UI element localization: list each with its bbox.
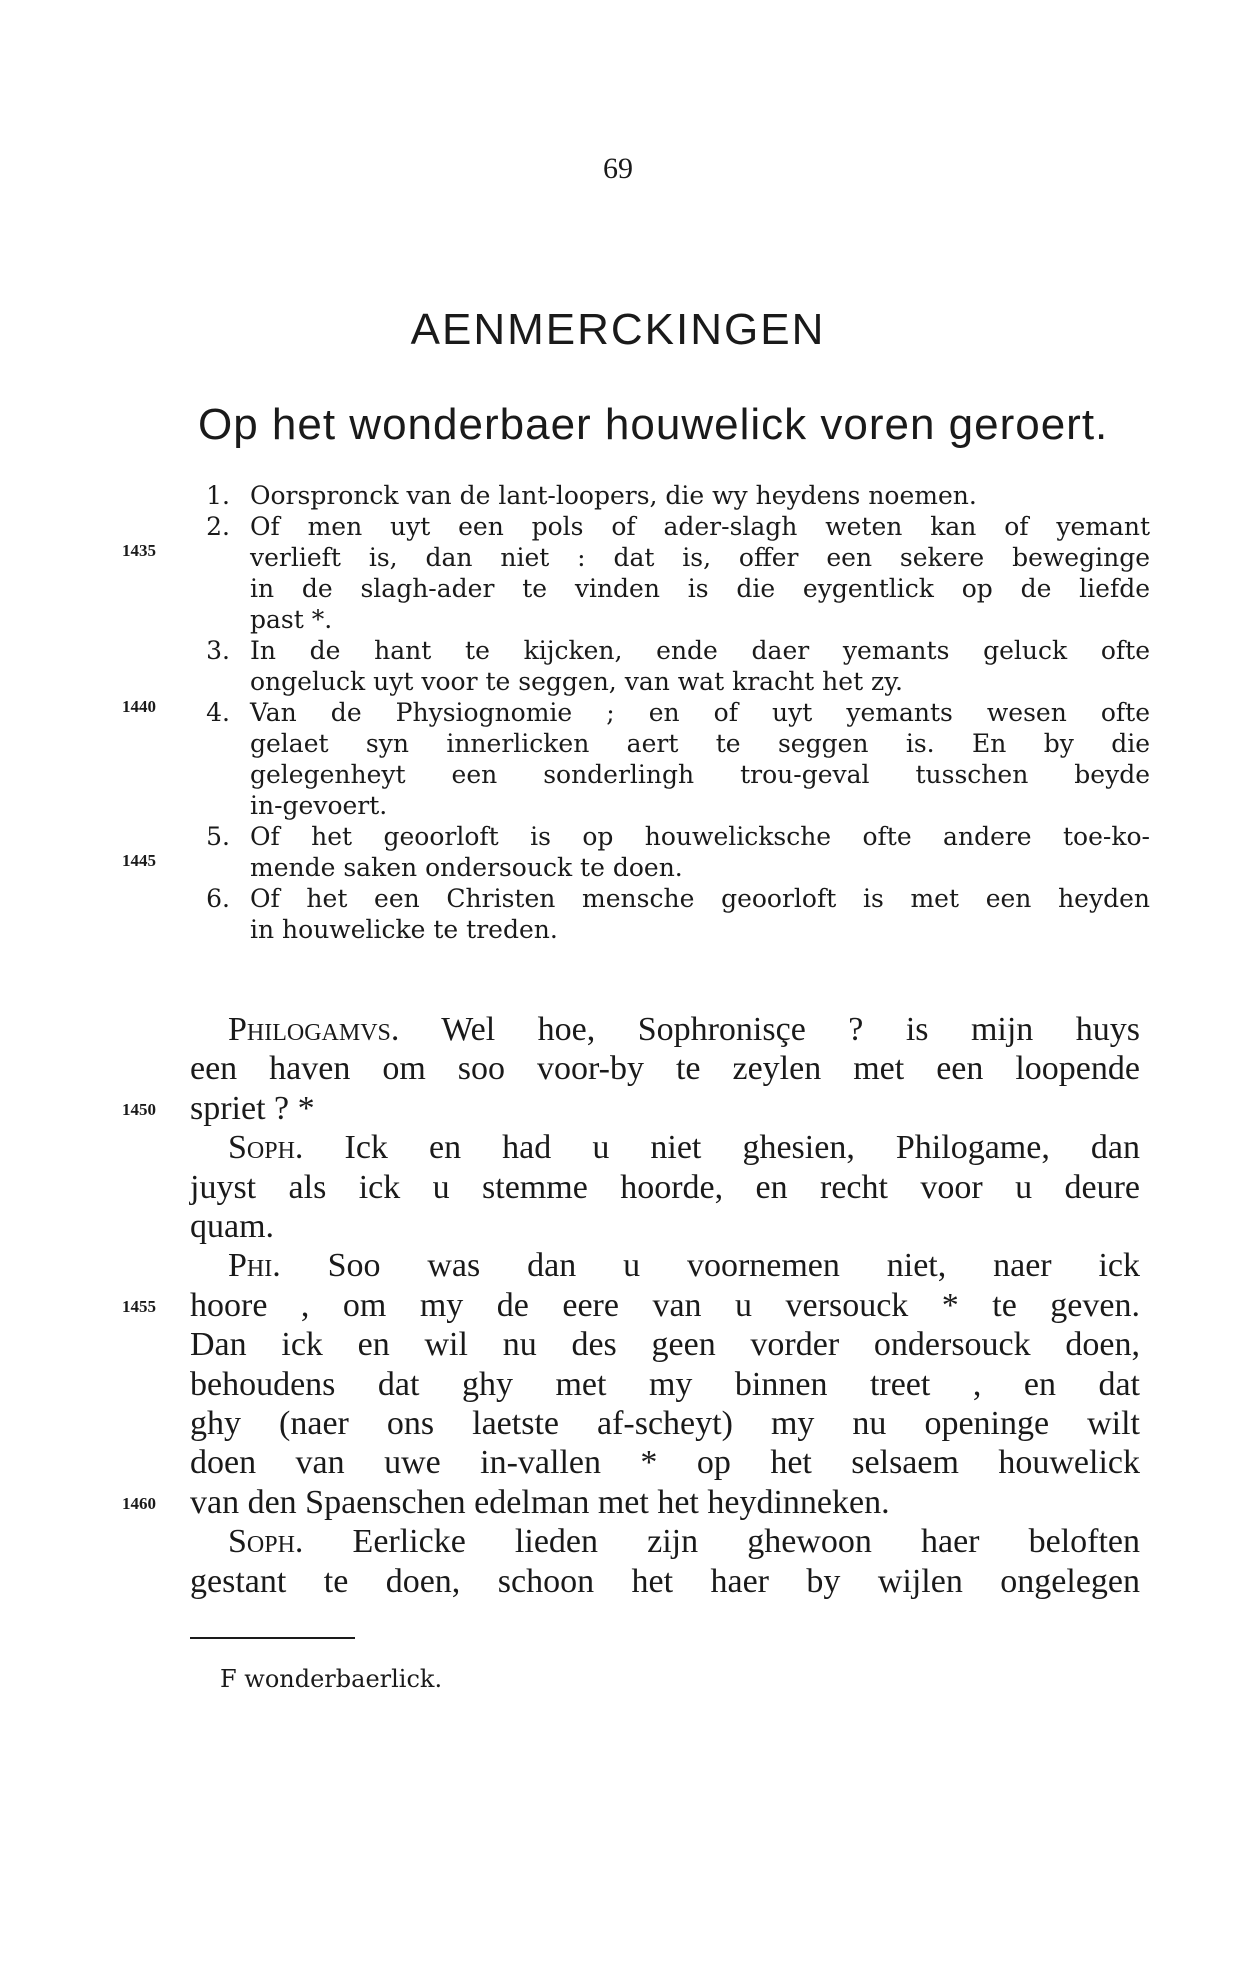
- note-line: Of het geoorloft is op houwelicksche ofte andere toe-ko-: [250, 822, 1150, 851]
- speaker-name: Philogamvs.: [228, 1011, 400, 1048]
- list-item: [190, 697, 1150, 821]
- note-line: in de slagh-ader te vinden is die eygentlick op de liefde: [250, 574, 1150, 603]
- note-line: gelaet syn innerlicken aert te seggen is. En by die: [250, 729, 1150, 758]
- dialogue-line: ghy (naer ons laetste af-scheyt) my nu openinge wilt: [190, 1405, 1140, 1443]
- list-item: [190, 635, 1150, 697]
- note-line: ongeluck uyt voor te seggen, van wat kracht het zy.: [250, 667, 903, 696]
- dialogue-line: [190, 1010, 1140, 1049]
- dialogue-line: [190, 1522, 1140, 1561]
- note-line: verlieft is, dan niet : dat is, offer een sekere beweginge: [250, 543, 1150, 572]
- dialogue-line: behoudens dat ghy met my binnen treet , en dat: [190, 1365, 1140, 1403]
- speaker-name: Soph.: [228, 1129, 304, 1167]
- note-number: 4.: [206, 698, 230, 727]
- note-line: In de hant te kijcken, ende daer yemants geluck ofte: [250, 636, 1150, 665]
- dialogue-text: [190, 1010, 1140, 1601]
- dialogue-line: gestant te doen, schoon het haer by wijlen ongelegen: [190, 1562, 1140, 1600]
- note-line: mende saken ondersouck te doen.: [250, 853, 683, 882]
- list-item: [190, 821, 1150, 883]
- dialogue-line: een haven om soo voor-by te zeylen met een loopende: [190, 1050, 1140, 1088]
- note-number: 6.: [206, 884, 230, 913]
- note-line: Van de Physiognomie ; en of uyt yemants wesen ofte: [250, 698, 1150, 727]
- dialogue-line: Dan ick en wil nu des geen vorder ondersouck doen,: [190, 1326, 1140, 1364]
- margin-line-number: 1455: [122, 1297, 156, 1316]
- dialogue-line: juyst als ick u stemme hoorde, en recht voor u deure: [190, 1168, 1140, 1206]
- speech-text: Soo was dan u voornemen niet, naer ick: [327, 1247, 1141, 1285]
- speaker-name: Soph.: [228, 1523, 304, 1561]
- margin-line-number: 1460: [122, 1494, 156, 1513]
- note-number: 2.: [206, 512, 230, 541]
- speaker-name: Phi.: [228, 1247, 281, 1285]
- notes-list: [190, 480, 1150, 945]
- speech-text: Ick en had u niet ghesien, Philogame, dan: [344, 1129, 1140, 1167]
- dialogue-line: hoore , om my de eere van u versouck * te geven.: [190, 1286, 1140, 1324]
- note-line: in-gevoert.: [250, 791, 388, 820]
- page-number: 69: [603, 152, 633, 185]
- margin-line-number: 1450: [122, 1100, 156, 1119]
- note-number: 5.: [206, 822, 230, 851]
- note-line: gelegenheyt een sonderlingh trou-geval tusschen beyde: [250, 760, 1150, 789]
- margin-line-number: 1435: [122, 541, 156, 560]
- dialogue-line: quam.: [190, 1208, 275, 1246]
- speech-text: Eerlicke lieden zijn ghewoon haer beloften: [352, 1523, 1141, 1561]
- dialogue-line: [190, 1128, 1140, 1167]
- section-subtitle: Op het wonderbaer houwelick voren geroert.: [198, 400, 1109, 449]
- dialogue-line: [190, 1246, 1140, 1285]
- footnote: F wonderbaerlick.: [220, 1665, 443, 1693]
- margin-line-number: 1440: [122, 697, 156, 716]
- dialogue-line: van den Spaenschen edelman met het heydinneken.: [190, 1483, 890, 1521]
- list-item: [190, 480, 1150, 511]
- margin-line-number: 1445: [122, 851, 156, 870]
- footnote-divider: [190, 1637, 355, 1639]
- note-number: 3.: [206, 636, 230, 665]
- page-title: AENMERCKINGEN: [410, 305, 826, 354]
- note-line: in houwelicke te treden.: [250, 915, 558, 944]
- list-item: [190, 511, 1150, 635]
- list-item: [190, 883, 1150, 945]
- note-line: Oorspronck van de lant-loopers, die wy heydens noemen.: [250, 481, 977, 510]
- note-line: Of het een Christen mensche geoorloft is met een heyden: [250, 884, 1150, 913]
- note-line: past *.: [250, 605, 333, 634]
- dialogue-line: spriet ? *: [190, 1089, 315, 1127]
- note-number: 1.: [206, 481, 230, 510]
- speech-text: Wel hoe, Sophronisçe ? is mijn huys: [441, 1011, 1140, 1048]
- dialogue-line: doen van uwe in-vallen * op het selsaem houwelick: [190, 1444, 1140, 1482]
- note-line: Of men uyt een pols of ader-slagh weten kan of yemant: [250, 512, 1150, 541]
